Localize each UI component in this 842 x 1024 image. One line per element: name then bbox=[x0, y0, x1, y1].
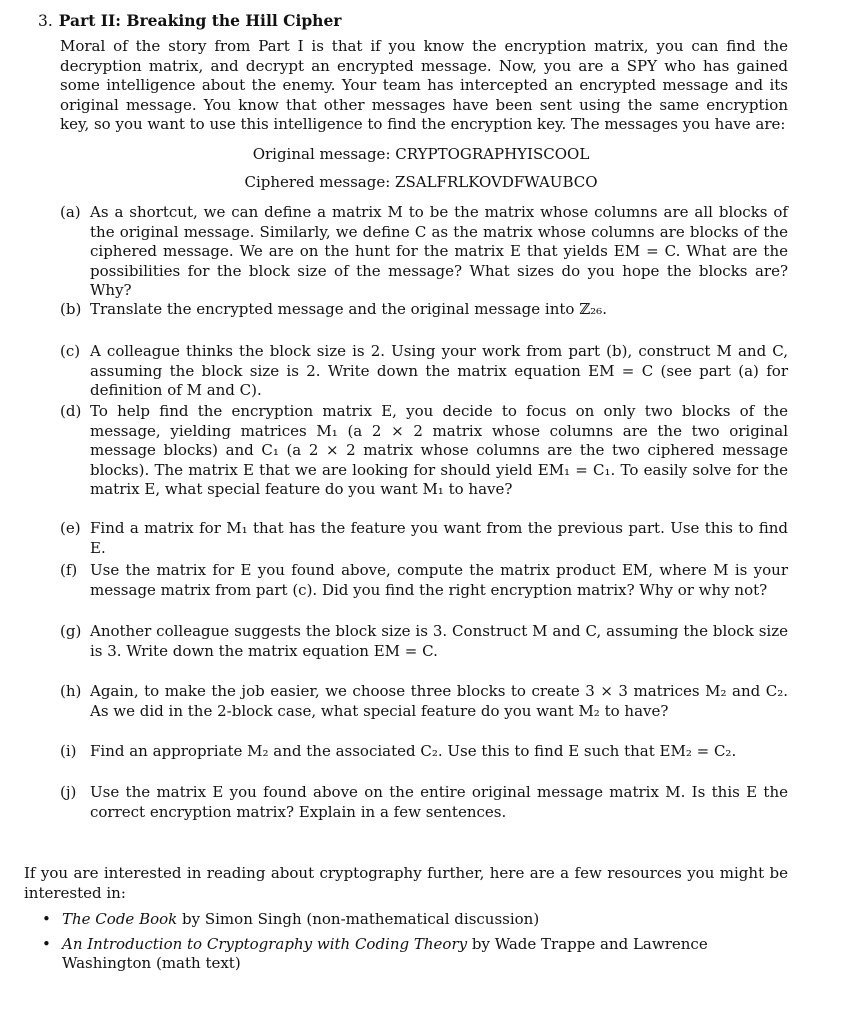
book-title: An Introduction to Cryptography with Coding Theory bbox=[62, 934, 468, 953]
part-a bbox=[60, 203, 788, 301]
section-title: Part II: Breaking the Hill Cipher bbox=[58, 11, 342, 30]
part-label: (c) bbox=[60, 342, 81, 360]
book-title: The Code Book bbox=[62, 910, 178, 928]
part-text: Translate the encrypted message and the original message into ℤ₂₆. bbox=[90, 300, 607, 318]
part-h bbox=[60, 682, 788, 721]
part-text: Use the matrix for E you found above, compute the matrix product EM, where M is your message matrix from part (c). Did you find the right encryption matrix? Why or why not? bbox=[90, 561, 788, 599]
bullet-icon: • bbox=[42, 934, 51, 953]
part-text: To help find the encryption matrix E, you decide to focus on only two blocks of the message, yielding matrices M₁ (a 2 × 2 matrix whose columns are the two original message blocks) and C₁ (a 2 × 2 matrix whose columns are the two ciphered message blocks). The matrix E that we are looking for should yield EM₁ = C₁. To easily solve for the matrix E, what special feature do you want M₁ to have? bbox=[90, 402, 788, 498]
part-label: (d) bbox=[60, 402, 82, 420]
section-heading bbox=[38, 11, 798, 32]
part-d bbox=[60, 402, 788, 500]
book-author: by Simon Singh (non-mathematical discussion) bbox=[177, 910, 540, 928]
part-c bbox=[60, 342, 788, 401]
part-text: As a shortcut, we can define a matrix M to be the matrix whose columns are all blocks of the original message. Similarly, we define C as the matrix whose columns are blocks of the ciphered message. We are on the hunt for the matrix E that yields EM = C. What are the possibilities for the block size of the message? What sizes do you hope the blocks are? Why? bbox=[90, 203, 788, 299]
part-text: Find an appropriate M₂ and the associated C₂. Use this to find E such that EM₂ = C₂. bbox=[90, 742, 737, 760]
resource-list bbox=[36, 910, 788, 979]
part-b bbox=[60, 300, 788, 320]
part-g bbox=[60, 622, 788, 661]
part-label: (g) bbox=[60, 622, 82, 640]
part-text: Use the matrix E you found above on the entire original message matrix M. Is this E the correct encryption matrix? Explain in a few sentences. bbox=[90, 783, 788, 821]
part-label: (j) bbox=[60, 783, 77, 801]
ciphered-message: Ciphered message: ZSALFRLKOVDFWAUBCO bbox=[244, 173, 598, 191]
part-j bbox=[60, 783, 788, 822]
part-label: (i) bbox=[60, 742, 77, 760]
part-label: (h) bbox=[60, 682, 82, 700]
list-item bbox=[36, 935, 788, 974]
part-e bbox=[60, 519, 788, 558]
part-text: A colleague thinks the block size is 2. Using your work from part (b), construct M and C, assuming the block size is 2. Write down the matrix equation EM = C (see part (a) for definition of M and C). bbox=[90, 342, 788, 399]
part-label: (a) bbox=[60, 203, 81, 221]
bullet-icon: • bbox=[42, 910, 51, 928]
further-reading-intro: If you are interested in reading about cryptography further, here are a few resources you might be interested in: bbox=[24, 864, 788, 902]
part-label: (b) bbox=[60, 300, 82, 318]
section-number: 3. bbox=[38, 12, 53, 30]
part-f bbox=[60, 561, 788, 600]
part-text: Find a matrix for M₁ that has the feature you want from the previous part. Use this to find E. bbox=[90, 519, 788, 557]
original-message: Original message: CRYPTOGRAPHYISCOOL bbox=[252, 145, 590, 163]
list-item bbox=[36, 910, 788, 930]
part-label: (e) bbox=[60, 519, 81, 537]
book-author: by Wade Trappe and Lawrence Washington (math text) bbox=[62, 934, 708, 972]
part-text: Again, to make the job easier, we choose three blocks to create 3 × 3 matrices M₂ and C₂. As we did in the 2-block case, what special feature do you want M₂ to have? bbox=[90, 682, 788, 720]
part-label: (f) bbox=[60, 561, 78, 579]
part-i bbox=[60, 742, 788, 762]
intro-paragraph: Moral of the story from Part I is that if you know the encryption matrix, you can find the decryption matrix, and decrypt an encrypted message. Now, you are a SPY who has gained some intelligence about the enemy. Your team has intercepted an encrypted message and its original message. You know that other messages have been sent using the same encryption key, so you want to use this intelligence to find the encryption key. The messages you have are: bbox=[60, 37, 788, 133]
part-text: Another colleague suggests the block size is 3. Construct M and C, assuming the block size is 3. Write down the matrix equation EM = C. bbox=[90, 622, 788, 660]
